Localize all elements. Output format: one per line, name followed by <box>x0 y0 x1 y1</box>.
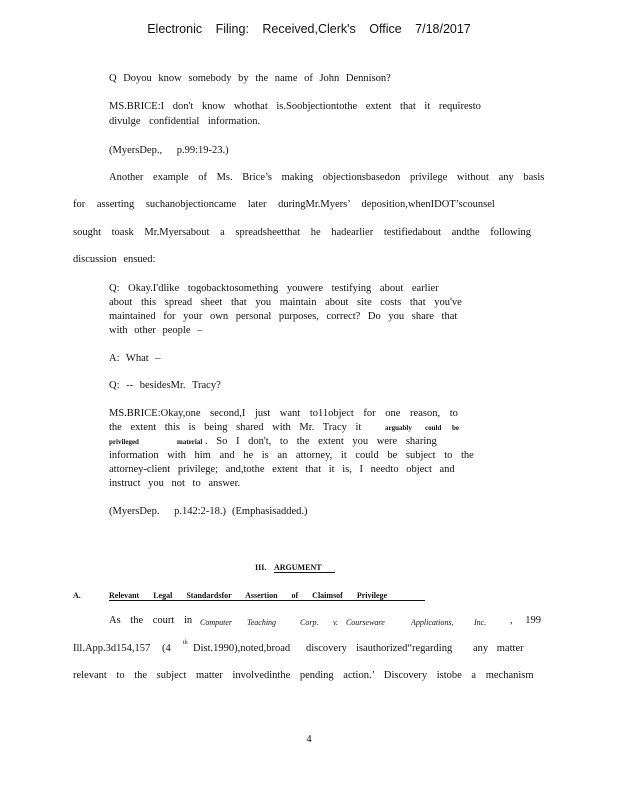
brice-objection-line: MS.BRICE:Okay,one second,I just want to11object for one reason, to <box>109 408 458 419</box>
deposition-question: maintained for your own personal purposes, correct? Do you share that <box>109 311 458 322</box>
page-number: 4 <box>306 734 312 745</box>
deposition-answer: A: What – <box>109 353 161 364</box>
superscript: th <box>183 640 188 646</box>
emphasized-word: privileged <box>109 438 139 446</box>
emphasized-word: be <box>452 424 459 432</box>
body-paragraph-line: for asserting suchanobjectioncame later duringMr.Myers’ deposition,whenIDOT’scounsel <box>73 199 495 210</box>
body-paragraph-line: As the court in <box>109 615 193 626</box>
brice-objection-line: MS.BRICE:I don't know whothat is.Soobjectiontothe extent that it requiresto <box>109 101 481 112</box>
case-name: v. Courseware <box>333 618 385 627</box>
deposition-question: Q Doyou know somebody by the name of John Dennison? <box>109 73 391 84</box>
case-name: Computer <box>200 618 232 627</box>
emphasized-word: could <box>425 424 442 432</box>
deposition-citation: (MyersDep., p.99:19-23.) <box>109 145 229 156</box>
body-paragraph-line: sought toask Mr.Myersabout a spreadsheetthat he hadearlier testifiedabout andthe following <box>73 227 532 238</box>
body-paragraph-line: any matter <box>473 643 524 654</box>
brice-objection-line: attorney-client privilege; and,tothe extent that it is, I needto object and <box>109 464 455 475</box>
case-name: Teaching <box>247 618 277 627</box>
body-paragraph-line: Dist.1990),noted,broad <box>193 643 291 654</box>
emphasized-word: arguably <box>385 424 412 432</box>
brice-objection-line: divulge confidential information. <box>109 116 261 127</box>
body-paragraph-line: , 199 <box>510 615 541 626</box>
filing-header: Electronic Filing: Received,Clerk's Office 7/18/2017 <box>147 22 471 36</box>
case-name: Corp. <box>300 618 319 627</box>
subsection-title-underline <box>109 600 425 601</box>
emphasized-word: material <box>177 438 203 446</box>
body-paragraph-line: relevant to the subject matter involvedinthe pending action.’ Discovery istobe a mechanism <box>73 670 534 681</box>
case-name: Applications, <box>411 618 454 627</box>
deposition-question: Q: -- besidesMr. Tracy? <box>109 380 221 391</box>
body-paragraph-line: Ill.App.3d154,157 <box>73 643 151 654</box>
section-title-underline <box>274 572 335 573</box>
body-paragraph-line: discovery <box>306 643 347 654</box>
section-number: III. <box>255 563 267 572</box>
body-paragraph-line: (4 <box>162 643 171 654</box>
brice-objection-line: . So I don't, to the extent you were sharing <box>205 436 437 447</box>
subsection-title: Relevant Legal Standardsfor Assertion of Claimsof Privilege <box>109 591 388 600</box>
case-name: Inc. <box>474 618 487 627</box>
brice-objection-line: instruct you not to answer. <box>109 478 241 489</box>
body-paragraph-line: Another example of Ms. Brice’s making objectionsbasedon privilege without any basis <box>109 172 545 183</box>
brice-objection-line: the extent this is being shared with Mr. Tracy it <box>109 422 362 433</box>
deposition-citation: (MyersDep. p.142:2-18.) <box>109 506 226 517</box>
deposition-question: about this spread sheet that you maintain about site costs that you've <box>109 297 462 308</box>
body-paragraph-line: isauthorized“regarding <box>356 643 453 654</box>
emphasis-note: (Emphasisadded.) <box>232 506 308 517</box>
deposition-question: with other people – <box>109 325 203 336</box>
section-title: ARGUMENT <box>274 563 322 572</box>
deposition-question: Q: Okay.I'dlike togobacktosomething youwere testifying about earlier <box>109 283 439 294</box>
subsection-letter: A. <box>73 591 81 600</box>
body-paragraph-line: discussion ensued: <box>73 254 156 265</box>
brice-objection-line: information with him and he is an attorney, it could be subject to the <box>109 450 474 461</box>
